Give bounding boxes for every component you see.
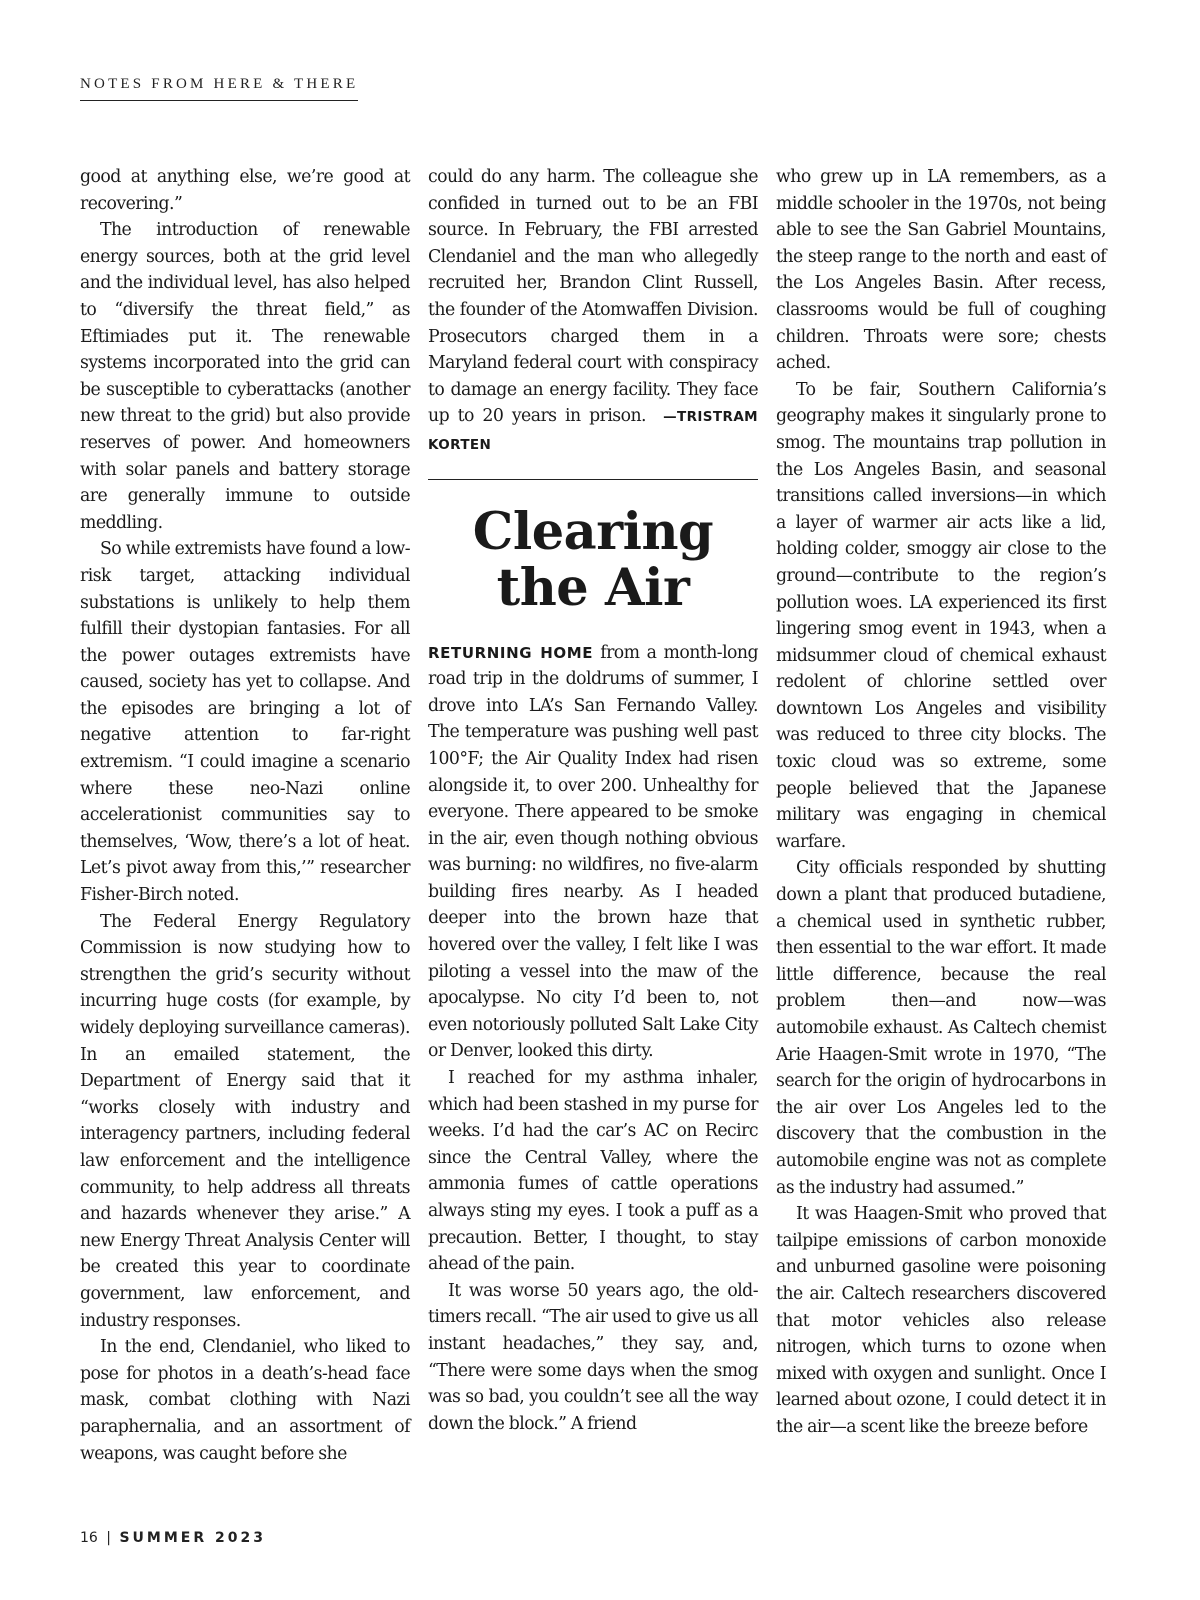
article-headline (428, 501, 758, 618)
headline-line-2: the Air (496, 557, 690, 618)
paragraph: The introduction of renewable energy sources, both at the grid level and the individual level, has also helped to “diversify the threat field,” as Eftimiades put it. The renewable systems incorporated into the grid can be susceptible to cyberattacks (another new threat to the grid) but also provide reserves of power. And homeowners with solar panels and battery storage are generally immune to outside meddling. (80, 220, 410, 533)
page-footer (80, 1530, 266, 1546)
page-number: 16 (80, 1530, 98, 1546)
author-byline: —TRISTRAM KORTEN (428, 409, 758, 453)
section-label: NOTES FROM HERE & THERE (80, 76, 358, 101)
paragraph: So while extremists have found a low-risk target, attacking individual substations is unlikely to help them fulfill their dystopian fantasies. For all the power outages extremists have caused, society has yet to collapse. And the episodes are bringing a lot of negative attention to far-right extremism. “I could imagine a scenario where these neo-Nazi online accelerationist communities say to themselves, ‘Wow, there’s a lot of heat. Let’s pivot away from this,’” researcher Fisher-Birch noted. (80, 539, 410, 906)
paragraph (428, 640, 758, 1066)
paragraph: who grew up in LA remembers, as a middle schooler in the 1970s, not being able to see the San Gabriel Mountains, the steep range to the north and east of the Los Angeles Basin. After recess, classrooms would be full of coughing children. Throats were sore; chests ached. (776, 167, 1106, 374)
continuation-text: could do any harm. The colleague she confided in turned out to be an FBI source. In February, the FBI arrested Clendaniel and the man who allegedly recruited her, Brandon Clint Russell, the founder of the Atomwaffen Division. Prosecutors charged them in a Maryland federal court with conspiracy to damage an energy facility. They face up to 20 years in prison. (428, 167, 758, 427)
article-divider (428, 479, 758, 480)
paragraph: It was worse 50 years ago, the old-timers recall. “The air used to give us all instant headaches,” they say, and, “There were some days when the smog was so bad, you couldn’t see all the way down the block.” A friend (428, 1280, 758, 1434)
paragraph: The Federal Energy Regulatory Commission is now studying how to strengthen the grid’s security without incurring huge costs (for example, by widely deploying surveillance cameras). In an emailed statement, the Department of Energy said that it “works closely with industry and interagency partners, including federal law enforcement and the intelligence community, to help address all threats and hazards whenever they arise.” A new Energy Threat Analysis Center will be created this year to coordinate government, law enforcement, and industry responses. (80, 911, 410, 1331)
footer-separator: | (106, 1530, 111, 1546)
article-column-3 (776, 164, 1106, 1441)
article-column-2 (428, 164, 758, 1437)
headline-line-1: Clearing (472, 501, 714, 562)
lead-in: RETURNING HOME (428, 643, 594, 662)
paragraph: In the end, Clendaniel, who liked to pose for photos in a death’s-head face mask, combat clothing with Nazi paraphernalia, and an assortment of weapons, was caught before she (80, 1337, 410, 1464)
paragraph (428, 164, 758, 459)
lead-paragraph-text: from a month-long road trip in the doldrums of summer, I drove into LA’s San Fernando Valley. The temperature was pushing well past 100°F; the Air Quality Index had risen alongside it, to over 200. Unhealthy for everyone. There appeared to be smoke in the air, even though nothing obvious was burning: no wildfires, no five-alarm building fires nearby. As I headed deeper into the brown haze that hovered over the valley, I felt like I was piloting a vessel into the maw of the apocalypse. No city I’d been to, not even notoriously polluted Salt Lake City or Denver, looked this dirty. (428, 642, 758, 1062)
paragraph: good at anything else, we’re good at recovering.” (80, 167, 410, 214)
article-column-1 (80, 164, 410, 1467)
paragraph: It was Haagen-Smit who proved that tailpipe emissions of carbon monoxide and unburned gasoline were poisoning the air. Caltech researchers discovered that motor vehicles also release nitrogen, which turns to ozone when mixed with oxygen and sunlight. Once I learned about ozone, I could detect it in the air—a scent like the breeze before (776, 1204, 1106, 1437)
paragraph: City officials responded by shutting down a plant that produced butadiene, a chemical used in synthetic rubber, then essential to the war effort. It made little difference, because the real problem then—and now—was automobile exhaust. As Caltech chemist Arie Haagen-Smit wrote in 1970, “The search for the origin of hydrocarbons in the air over Los Angeles led to the discovery that the combustion in the automobile engine was not as complete as the industry had assumed.” (776, 858, 1106, 1198)
issue-label: SUMMER 2023 (119, 1530, 266, 1546)
paragraph: To be fair, Southern California’s geography makes it singularly prone to smog. The mountains trap pollution in the Los Angeles Basin, and seasonal transitions called inversions—in which a layer of warmer air acts like a lid, holding colder, smoggy air close to the ground—contribute to the region’s pollution woes. LA experienced its first lingering smog event in 1943, when a midsummer cloud of chemical exhaust redolent of chlorine settled over downtown Los Angeles and visibility was reduced to three city blocks. The toxic cloud was so extreme, some people believed that the Japanese military was engaging in chemical warfare. (776, 379, 1106, 852)
paragraph: I reached for my asthma inhaler, which had been stashed in my purse for weeks. I’d had the car’s AC on Recirc since the Central Valley, where the ammonia fumes of cattle operations always sting my eyes. I took a puff as a precaution. Better, I thought, to stay ahead of the pain. (428, 1068, 758, 1275)
